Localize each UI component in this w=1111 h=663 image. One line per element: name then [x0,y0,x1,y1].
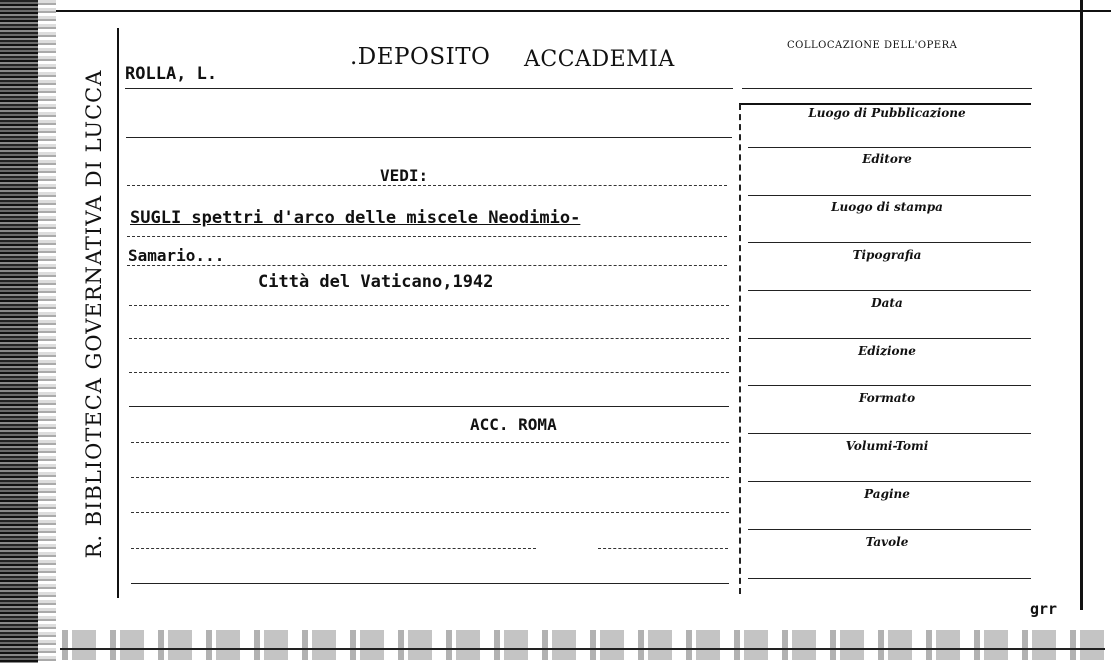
collocation-label: COLLOCAZIONE DELL'OPERA [787,40,958,51]
right-rule-2 [748,195,1031,196]
rule-3 [127,185,727,186]
title-line-1: SUGLI spettri d'arco delle miscele Neodimio- [130,208,581,228]
rule-1-right [742,88,1032,89]
card-bottom-edge [56,630,1111,660]
collection-text: ACC. ROMA [470,415,557,434]
rule-5 [127,265,727,266]
card-left-edge [0,0,38,663]
right-rule-1 [748,147,1031,148]
field-volumi-tomi: Volumi-Tomi [845,439,929,453]
field-pagine: Pagine [864,487,910,501]
right-rule-7 [748,433,1031,434]
library-name-vertical: R. BIBLIOTECA GOVERNATIVA DI LUCCA [82,69,106,559]
margin-rule [117,28,119,598]
field-editore: Editore [862,152,912,166]
field-luogo-stampa: Luogo di stampa [831,200,943,214]
card-bottom-border [60,648,1105,650]
field-tipografia: Tipografia [852,248,922,262]
rule-11 [131,477,729,478]
field-tavole: Tavole [865,535,909,549]
corner-mark: grr [1030,600,1058,618]
right-rule-10 [748,578,1031,579]
rule-7 [129,338,729,339]
place-year-text: Città del Vaticano,1942 [258,272,494,292]
title-line-2: Samario... [128,246,225,265]
right-rule-3 [748,242,1031,243]
rule-10 [131,442,729,443]
deposit-value: ACCADEMIA [524,47,675,72]
card-right-edge [1080,0,1083,610]
rule-8 [129,372,729,373]
right-rule-8 [748,481,1031,482]
right-rule-5 [748,338,1031,339]
rule-13 [131,548,536,549]
right-rule-4 [748,290,1031,291]
field-data: Data [871,296,903,310]
right-rule-6 [748,385,1031,386]
rule-12 [131,512,729,513]
field-formato: Formato [858,391,916,405]
right-column-top-rule [739,103,1031,105]
author-text: ROLLA, L. [125,64,218,84]
card-top-edge [56,0,1111,12]
rule-13b [598,548,728,549]
rule-6 [129,305,729,306]
rule-4 [127,236,727,237]
rule-2 [126,137,732,138]
right-rule-9 [748,529,1031,530]
deposit-label: .DEPOSITO [350,44,491,70]
vedi-text: VEDI: [380,166,429,185]
card-left-edge-shadow [38,0,56,663]
field-edizione: Edizione [858,344,916,358]
rule-9 [129,406,729,407]
rule-1 [125,88,733,89]
field-luogo-pubblicazione: Luogo di Pubblicazione [808,106,966,120]
rule-14 [131,583,729,584]
